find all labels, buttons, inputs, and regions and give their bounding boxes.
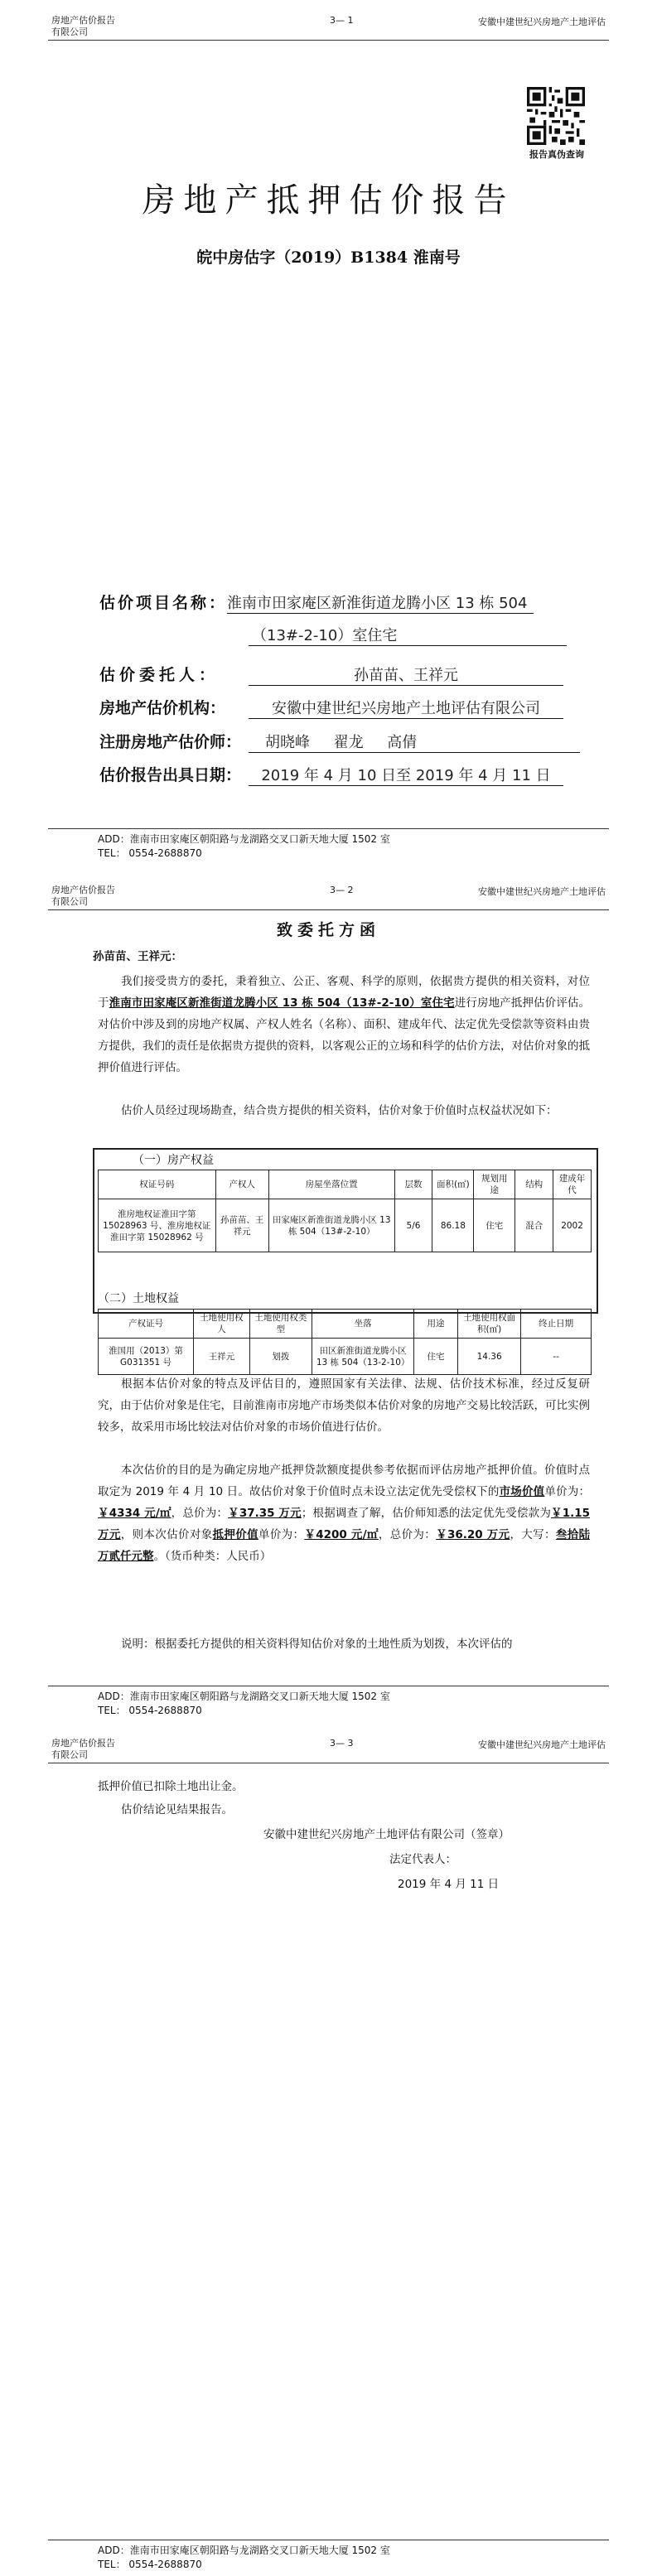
table-cell: 14.36 (457, 1339, 520, 1375)
header-page-number: 3— 2 (330, 885, 354, 895)
p1-text-b: 进行房地产抵押估价评估。对估价中涉及到的房地产权属、产权人姓名（名称）、面积、建成年代、法定优先受偿款等资料由贵方提供，我们的责任是依据贵方提供的资料，以客观公正的立场和科学的估价方法，对估价对象的抵押价值进行评估。 (98, 996, 591, 1074)
header-right: 安徽中建世纪兴房地产土地评估 (478, 1739, 606, 1750)
date-label: 估价报告出具日期： (99, 766, 242, 784)
footer-tel: TEL： 0554-2688870 (98, 847, 202, 859)
house-rights-title: （一）房产权益 (133, 1154, 214, 1167)
p1-text-a: 我们接受贵方的委托，秉着独立、公正、客观、科学的原则，依据贵方提供的相关资料，对位于 (98, 975, 590, 1010)
table-header-row (99, 1170, 592, 1199)
project-row (99, 591, 534, 614)
appraiser-value: 胡晓峰 翟龙 高倩 (249, 731, 580, 753)
letter-salutation: 孙苗苗、王祥元： (93, 950, 182, 963)
page-1 (0, 0, 657, 870)
report-title: 房地产抵押估价报告 (142, 181, 515, 219)
table-cell: 划拨 (249, 1339, 312, 1375)
project-value: 淮南市田家庵区新淮街道龙腾小区 13 栋 504 (227, 591, 534, 614)
date-value: 2019 年 4 月 10 日至 2019 年 4 月 11 日 (249, 764, 563, 786)
table-cell: 混合 (515, 1199, 553, 1252)
signing-company: 安徽中建世纪兴房地产土地评估有限公司（签章） (263, 1828, 510, 1841)
table-cell: -- (521, 1339, 592, 1375)
table-cell: 2002 (553, 1199, 592, 1252)
table-header: 建成年代 (553, 1170, 592, 1199)
house-rights-table (98, 1170, 592, 1252)
page-footer (48, 1686, 609, 1719)
page-header (48, 12, 609, 41)
table-cell: 住宅 (414, 1339, 458, 1375)
qr-code-icon[interactable] (527, 87, 585, 145)
table-header: 产权证号 (99, 1310, 194, 1339)
table-cell: 田区新淮街道龙腾小区 13 栋 504（13-2-10） (312, 1339, 414, 1375)
mortgage-total-uppercase: 叁拾陆万贰仟元整 (98, 1528, 591, 1563)
p4-text: 单价为： (258, 1528, 305, 1541)
table-cell: 住宅 (474, 1199, 515, 1252)
appraiser-label: 注册房地产估价师： (99, 733, 242, 751)
document-number: 皖中房估字（2019）B1384 淮南号 (196, 248, 461, 267)
qr-label: 报告真伪查询 (529, 149, 584, 160)
table-header: 产权人 (215, 1170, 268, 1199)
project-label: 估价项目名称： (99, 594, 228, 612)
page-footer (48, 828, 609, 861)
letter-paragraph-4 (98, 1459, 590, 1567)
header-left-line2: 有限公司 (51, 1749, 88, 1760)
client-label: 估价委托人： (99, 666, 220, 684)
header-right: 安徽中建世纪兴房地产土地评估 (478, 17, 606, 27)
page-header (48, 1734, 609, 1763)
table-header: 土地使用权面积(㎡) (457, 1310, 520, 1339)
page-3 (0, 1723, 657, 2576)
market-value-label: 市场价值 (499, 1485, 545, 1498)
p4-text: ，总价为： (171, 1507, 229, 1520)
page3-paragraph-1: 抵押价值已扣除土地出让金。 (98, 1780, 244, 1793)
project-row-2 (249, 624, 567, 646)
p1-address: 淮南市田家庵区新淮街道龙腾小区 13 栋 504（13#-2-10）室住宅 (109, 996, 455, 1010)
footer-address: ADD：淮南市田家庵区朝阳路与龙湖路交叉口新天地大厦 1502 室 (98, 1691, 390, 1702)
agency-row (99, 696, 563, 719)
agency-value: 安徽中建世纪兴房地产土地评估有限公司 (249, 697, 563, 719)
table-cell: 淮国用（2013）第 G031351 号 (99, 1339, 194, 1375)
market-total-price: ￥37.35 万元 (228, 1507, 302, 1520)
table-header: 土地使用权类型 (249, 1310, 312, 1339)
footer-address: ADD：淮南市田家庵区朝阳路与龙湖路交叉口新天地大厦 1502 室 (98, 833, 390, 845)
page-2 (0, 870, 657, 1723)
project-value-2: （13#-2-10）室住宅 (249, 624, 567, 646)
footer-tel: TEL： 0554-2688870 (98, 2559, 202, 2570)
legal-representative: 法定代表人： (389, 1853, 457, 1866)
p4-text: 单价为： (544, 1485, 591, 1498)
footer-tel: TEL： 0554-2688870 (98, 1705, 202, 1716)
p4-text: ，大写： (510, 1528, 556, 1541)
header-left-line1: 房地产估价报告 (51, 885, 115, 895)
p4-text: 。（货币种类：人民币） (153, 1550, 272, 1563)
agency-label: 房地产估价机构： (99, 699, 226, 717)
p4-text: 本次估价的目的是为确定房地产抵押贷款额度提供参考依据而评估房地产抵押价值。价值时点取定为 2019 年 4 月 10 日。故估价对象于价值时点未设立法定优先受偿权下的 (98, 1464, 590, 1498)
table-header: 权证号码 (99, 1170, 216, 1199)
mortgage-value-label: 抵押价值 (212, 1528, 258, 1541)
letter-paragraph-2: 估价人员经过现场勘查，结合贵方提供的相关资料，估价对象于价值时点权益状况如下： (121, 1104, 558, 1117)
p4-text: ，则本次估价对象 (120, 1528, 213, 1541)
appraiser-row (99, 730, 580, 753)
table-row (99, 1339, 592, 1375)
table-header: 面积(㎡) (432, 1170, 474, 1199)
header-left-line1: 房地产估价报告 (51, 15, 115, 26)
table-header: 坐落 (312, 1310, 414, 1339)
table-row (99, 1199, 592, 1252)
table-header: 规划用途 (474, 1170, 515, 1199)
page3-paragraph-2: 估价结论见结果报告。 (121, 1803, 233, 1816)
header-left-line2: 有限公司 (51, 27, 88, 37)
table-header: 用途 (414, 1310, 458, 1339)
page-footer (48, 2540, 609, 2573)
table-cell: 孙苗苗、王祥元 (215, 1199, 268, 1252)
date-row (99, 763, 563, 786)
client-row (99, 663, 563, 686)
market-unit-price: ￥4334 元/㎡ (98, 1507, 171, 1520)
table-header: 房屋坐落位置 (268, 1170, 394, 1199)
land-rights-table (98, 1309, 592, 1375)
table-cell: 5/6 (394, 1199, 432, 1252)
header-left-line2: 有限公司 (51, 896, 88, 907)
header-right: 安徽中建世纪兴房地产土地评估 (478, 886, 606, 897)
p4-text: ；根据调查了解，估价师知悉的法定优先受偿款为 (301, 1507, 552, 1520)
header-left-line1: 房地产估价报告 (51, 1738, 115, 1749)
letter-title: 致委托方函 (276, 921, 380, 939)
p4-text: ，总价为： (378, 1528, 437, 1541)
mortgage-total-price: ￥36.20 万元 (436, 1528, 510, 1541)
page-header (48, 881, 609, 910)
header-page-number: 3— 3 (330, 1738, 354, 1749)
footer-address: ADD：淮南市田家庵区朝阳路与龙湖路交叉口新天地大厦 1502 室 (98, 2545, 390, 2556)
table-header: 土地使用权人 (194, 1310, 250, 1339)
table-header-row (99, 1310, 592, 1339)
priority-payment: ￥1.15 万元 (98, 1507, 591, 1541)
table-header: 终止日期 (521, 1310, 592, 1339)
letter-paragraph-5: 说明：根据委托方提供的相关资料得知估价对象的土地性质为划拨，本次评估的 (121, 1638, 513, 1651)
mortgage-unit-price: ￥4200 元/㎡ (304, 1528, 379, 1541)
header-page-number: 3— 1 (330, 15, 354, 26)
table-cell: 淮房地权证淮田字第 15028963 号、淮房地权证淮田字第 15028962 号 (99, 1199, 216, 1252)
letter-paragraph-3: 根据本估价对象的特点及评估目的，遵照国家有关法律、法规、估价技术标准，经过反复研究，由于估价对象是住宅，目前淮南市房地产市场类似本估价对象的房地产交易比较活跃，可比实例较多，故采用市场比较法对估价对象的市场价值进行估价。 (98, 1377, 590, 1434)
table-cell: 王祥元 (194, 1339, 250, 1375)
letter-paragraph-1 (98, 971, 590, 1078)
land-rights-title: （二）土地权益 (98, 1292, 179, 1305)
table-header: 层数 (394, 1170, 432, 1199)
table-cell: 田家庵区新淮街道龙腾小区 13 栋 504（13#-2-10） (268, 1199, 394, 1252)
client-value: 孙苗苗、王祥元 (249, 663, 563, 686)
table-header: 结构 (515, 1170, 553, 1199)
signing-date: 2019 年 4 月 11 日 (398, 1878, 500, 1891)
table-cell: 86.18 (432, 1199, 474, 1252)
